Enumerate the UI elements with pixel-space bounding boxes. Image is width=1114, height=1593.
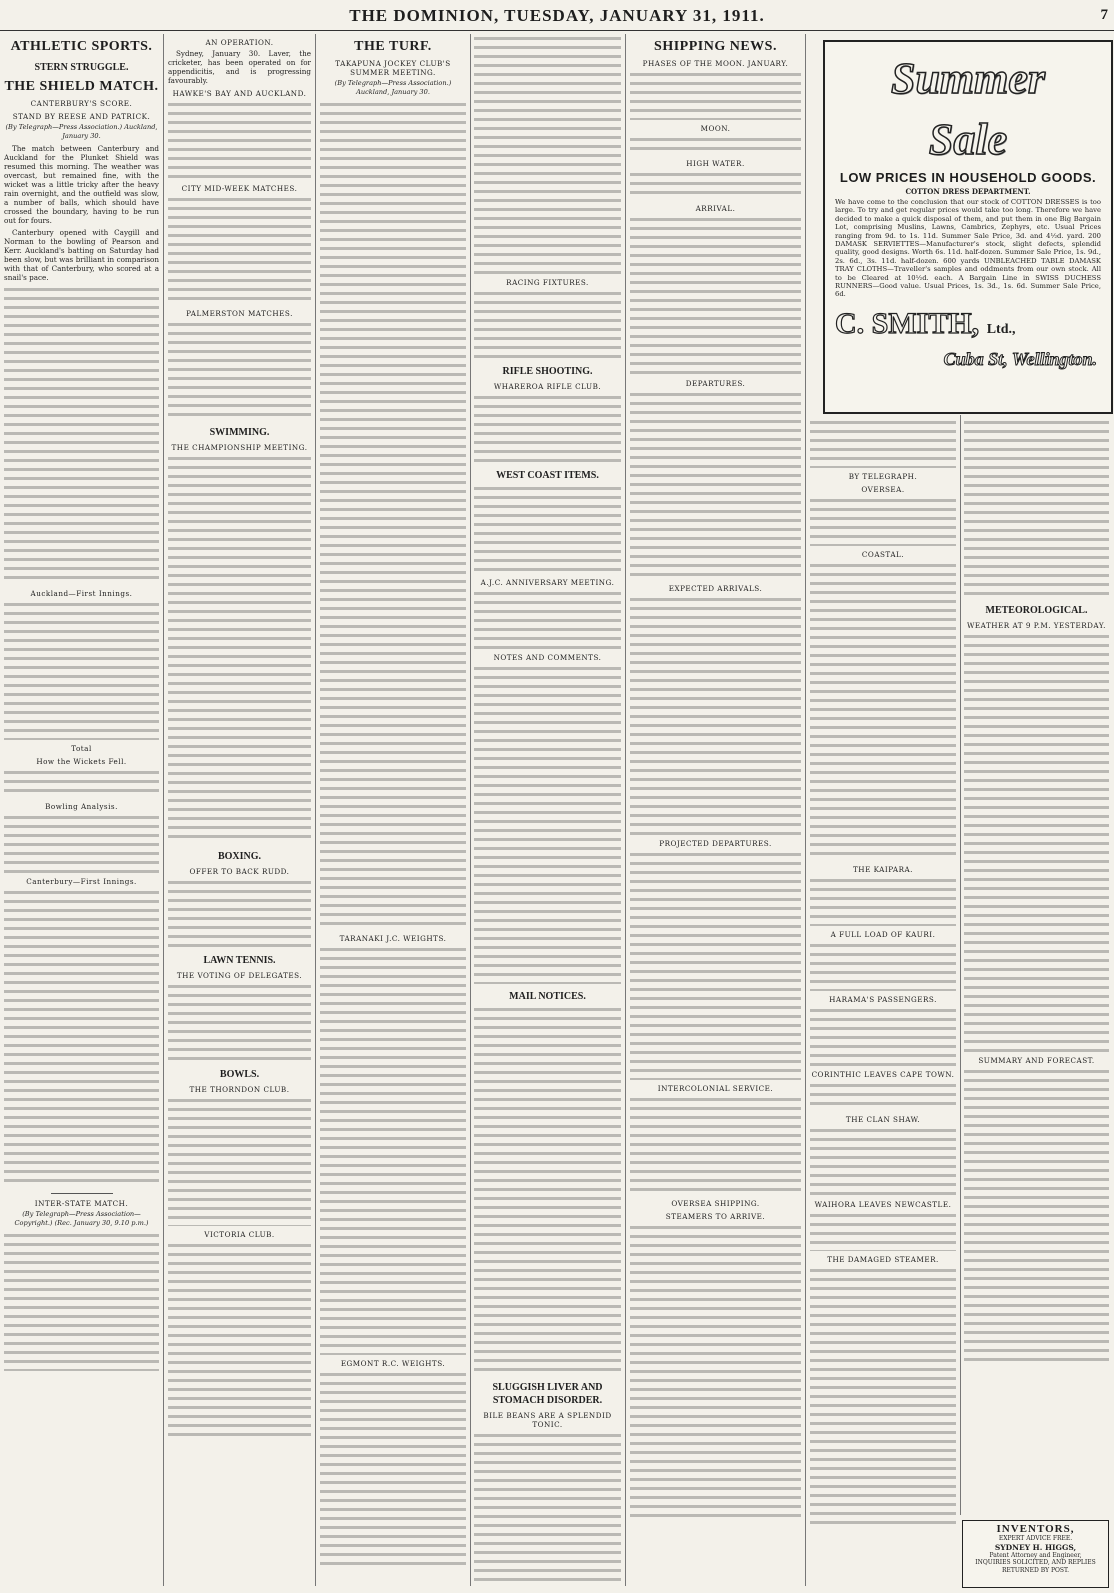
article-text-block: [964, 418, 1109, 598]
masthead: [0, 4, 1114, 31]
ad-body: We have come to the conclusion that our stock of COTTON DRESSES is too large. To try and get regular prices would take too long. Therefore we have decided to make a quick disposal of them, and put them in one Big Bargain Lot, comprising Muslins, Lawns, Cambrics, Zephyrs, etc. Usual Prices ranging from 9d. to 1s. 11d. Summer Sale Price, 3d. and 4½d. yard. 200 DAMASK SERVIETTES—Manufacturer's stock, slight defects, splendid quality, good designs. Worth 6s. 11d. half-dozen. Summer Sale Price, 1s. 9d., 2s. 6d., 3s. 11d. half-dozen. 600 yards UNBLEACHED TABLE DAMASK TRAY CLOTHS—Traveller's samples and oddments from our own stock. All to be Cleared at 10½d. each. A Bargain Line in SWISS DUCHESS RUNNERS—Good value. Usual Prices, 1s. 3d., 1s. 6d. Summer Sale Price, 6d.: [835, 198, 1101, 299]
section-heading: BOXING.: [217, 851, 262, 862]
article-text-block: [810, 941, 956, 991]
article-text-block: [168, 195, 311, 305]
ad-headline: LOW PRICES IN HOUSEHOLD GOODS.: [839, 170, 1097, 185]
section-heading: THE TURF.: [354, 39, 432, 54]
subheading: INTER-STATE MATCH.: [34, 1199, 129, 1208]
section-heading: RIFLE SHOOTING.: [502, 366, 593, 377]
subheading: Canterbury—First Innings.: [26, 877, 137, 886]
article-text-block: [168, 1241, 311, 1441]
expected-arrivals-list: [630, 595, 801, 835]
subheading: A.J.C. ANNIVERSARY MEETING.: [480, 578, 615, 587]
subheading: ARRIVAL.: [695, 204, 736, 213]
subheading: THE VOTING OF DELEGATES.: [176, 971, 303, 980]
subheading: VICTORIA CLUB.: [204, 1230, 275, 1239]
subheading: STAND BY REESE AND PATRICK.: [12, 112, 151, 121]
section-heading: MAIL NOTICES.: [509, 991, 586, 1002]
column-the-turf: [320, 34, 466, 1586]
article-text-block: [630, 1095, 801, 1195]
byline: (By Telegraph—Press Association.) Auckland, January 30.: [5, 123, 158, 140]
subheading: THE KAIPARA.: [853, 865, 913, 874]
subheading: CORINTHIC LEAVES CAPE TOWN.: [811, 1070, 955, 1079]
article-text-block: [810, 1006, 956, 1066]
section-heading: LAWN TENNIS.: [203, 955, 276, 966]
scorecard-block: [4, 888, 159, 1188]
arrivals-list: [630, 215, 801, 375]
article-text-block: [320, 1370, 466, 1570]
article-paragraph: Sydney, January 30. Laver, the cricketer, has been operated on for appendicitis, and is progressing favourably.: [168, 49, 311, 85]
projected-departures-list: [630, 850, 801, 1080]
column-misc-news: [474, 34, 621, 1586]
subheading: STEAMERS TO ARRIVE.: [665, 1212, 766, 1221]
tide-times: [630, 170, 801, 200]
column-athletic-sports: [4, 34, 159, 1586]
article-text-block: [964, 1067, 1109, 1367]
subheading: PHASES OF THE MOON. JANUARY.: [642, 59, 789, 68]
article-text-block: [320, 945, 466, 1355]
subheading: HIGH WATER.: [686, 159, 745, 168]
article-text-block: [810, 1126, 956, 1196]
subheading: THE SHIELD MATCH.: [4, 79, 159, 94]
article-text-block: [474, 589, 621, 649]
article-text-block: [4, 1231, 159, 1371]
section-heading: WEST COAST ITEMS.: [496, 470, 599, 481]
subheading: HARAMA'S PASSENGERS.: [829, 995, 937, 1004]
column-shipping-telegraph: [810, 418, 956, 1586]
ad-department: COTTON DRESS DEPARTMENT.: [905, 187, 1031, 196]
wickets-block: [4, 768, 159, 798]
article-text-block: [168, 982, 311, 1062]
article-text-block: [810, 1081, 956, 1111]
column-rule: [960, 415, 961, 1515]
weather-reports: [964, 632, 1109, 1052]
column-rule: [805, 34, 806, 1586]
column-rule: [163, 34, 164, 1586]
article-text-block: [474, 664, 621, 984]
scorecard-block: [4, 600, 159, 740]
subheading: THE CHAMPIONSHIP MEETING.: [171, 443, 308, 452]
subheading: WEATHER AT 9 P.M. YESTERDAY.: [967, 621, 1106, 630]
subheading: BILE BEANS ARE A SPLENDID TONIC.: [483, 1411, 612, 1429]
section-heading: SHIPPING NEWS.: [654, 39, 777, 54]
subheading: Auckland—First Innings.: [30, 589, 133, 598]
subheading: SUMMARY AND FORECAST.: [978, 1056, 1095, 1065]
article-text-block: [320, 100, 466, 930]
subheading: RACING FIXTURES.: [506, 278, 589, 287]
ad-inventors-line: Patent Attorney and Engineer,: [989, 1551, 1082, 1559]
article-text-block: [474, 289, 621, 359]
subheading: HAWKE'S BAY AND AUCKLAND.: [172, 89, 307, 98]
ad-address: Cuba St, Wellington.: [943, 348, 1097, 369]
article-text-block: [810, 1211, 956, 1251]
ad-firm-name: [835, 307, 1101, 347]
page-number: 7: [1100, 7, 1108, 23]
article-text-block: [810, 1266, 956, 1526]
subheading: INTERCOLONIAL SERVICE.: [657, 1084, 774, 1093]
subheading: TARANAKI J.C. WEIGHTS.: [339, 934, 447, 943]
article-text-block: [168, 1096, 311, 1226]
column-rule: [625, 34, 626, 1586]
column-rule: [470, 34, 471, 1586]
article-text-block: [168, 878, 311, 948]
ad-inventors-line: INQUIRIES SOLICITED, AND REPLIES RETURNED BY POST.: [975, 1559, 1096, 1574]
subheading: PALMERSTON MATCHES.: [186, 309, 293, 318]
ad-title-summer: Summer: [890, 54, 1046, 103]
article-text-block: [168, 320, 311, 420]
subheading: DEPARTURES.: [685, 379, 746, 388]
ad-title-sale: Sale: [928, 115, 1008, 164]
section-heading: ATHLETIC SPORTS.: [10, 39, 153, 54]
article-text-block: [474, 484, 621, 574]
subheading: WAIHORA LEAVES NEWCASTLE.: [814, 1200, 952, 1209]
ad-firm: C. SMITH,: [835, 306, 980, 340]
subheading: BY TELEGRAPH.: [848, 472, 918, 481]
ad-inventors-name: SYDNEY H. HIGGS,: [994, 1542, 1077, 1552]
ad-inventors-title: INVENTORS,: [996, 1523, 1075, 1535]
subheading: OFFER TO BACK RUDD.: [189, 867, 290, 876]
ad-inventors-line: EXPERT ADVICE FREE.: [998, 1535, 1073, 1542]
article-paragraph: The match between Canterbury and Auckland for the Plunket Shield was resumed this morning. The weather was overcast, but remained fine, with the wicket was a little tricky after the heavy rain overnight, and the outfield was slow, a number of balls, which should have crossed the boundary, having to be run out for fours.: [4, 144, 159, 225]
article-text-block: [810, 496, 956, 546]
subheading: STERN STRUGGLE.: [34, 62, 129, 73]
subheading: WHAREROA RIFLE CLUB.: [493, 382, 602, 391]
column-meteorological: [964, 418, 1109, 1516]
subheading: THE DAMAGED STEAMER.: [827, 1255, 939, 1264]
section-heading: SWIMMING.: [209, 427, 270, 438]
article-text-block: [474, 1431, 621, 1586]
subheading: A FULL LOAD OF KAURI.: [830, 930, 936, 939]
article-text-block: [474, 1005, 621, 1375]
ad-firm-suffix: Ltd.,: [986, 321, 1016, 337]
masthead-title: THE DOMINION, TUESDAY, JANUARY 31, 1911.: [349, 6, 765, 25]
subheading: TAKAPUNA JOCKEY CLUB'S SUMMER MEETING.: [335, 59, 451, 77]
bowling-block: [4, 813, 159, 873]
steamers-list: [630, 1223, 801, 1523]
subheading: EGMONT R.C. WEIGHTS.: [340, 1359, 446, 1368]
moon-times: [630, 135, 801, 155]
subheading: THE CLAN SHAW.: [845, 1115, 921, 1124]
column-shipping-news: [630, 34, 801, 1586]
subheading: OVERSEA.: [861, 485, 905, 494]
byline: (By Telegraph—Press Association.) Auckland, January 30.: [334, 79, 452, 96]
departures-list: [630, 390, 801, 580]
subheading: MOON.: [700, 124, 731, 133]
summer-sale-advertisement: [823, 40, 1113, 414]
subheading: PROJECTED DEPARTURES.: [659, 839, 772, 848]
article-text-block: [4, 285, 159, 585]
separator: [51, 1193, 113, 1194]
article-text-block: [810, 876, 956, 926]
section-heading: METEOROLOGICAL.: [985, 605, 1088, 616]
subheading: NOTES AND COMMENTS.: [493, 653, 602, 662]
subheading: Total: [71, 744, 92, 753]
subheading: CANTERBURY'S SCORE.: [30, 99, 133, 108]
inventors-advertisement: [962, 1520, 1109, 1588]
article-text-block: [474, 34, 621, 274]
subheading: EXPECTED ARRIVALS.: [668, 584, 763, 593]
moon-table: [630, 70, 801, 120]
byline: (By Telegraph—Press Association—Copyright.) (Rec. January 30, 9.10 p.m.): [14, 1210, 149, 1227]
article-text-block: [168, 100, 311, 180]
article-text-block: [810, 561, 956, 861]
column-sport-news: [168, 34, 311, 1586]
subheading: THE THORNDON CLUB.: [189, 1085, 290, 1094]
subheading: COASTAL.: [861, 550, 905, 559]
article-text-block: [168, 454, 311, 844]
subheading: CITY MID-WEEK MATCHES.: [181, 184, 298, 193]
section-heading: BOWLS.: [219, 1069, 260, 1080]
column-rule: [315, 34, 316, 1586]
subheading: How the Wickets Fell.: [36, 757, 127, 766]
subheading: AN OPERATION.: [205, 38, 274, 47]
subheading: Bowling Analysis.: [45, 802, 118, 811]
article-paragraph: Canterbury opened with Caygill and Norman to the bowling of Pearson and Kerr. Auckland's batting on Saturday had been slow, but was brilliant in comparison with that of Canterbury, who scored at a snail's pace.: [4, 228, 159, 282]
section-heading: SLUGGISH LIVER AND STOMACH DISORDER.: [492, 1382, 603, 1406]
subheading: OVERSEA SHIPPING.: [671, 1199, 760, 1208]
article-text-block: [474, 393, 621, 463]
article-text-block: [810, 418, 956, 468]
